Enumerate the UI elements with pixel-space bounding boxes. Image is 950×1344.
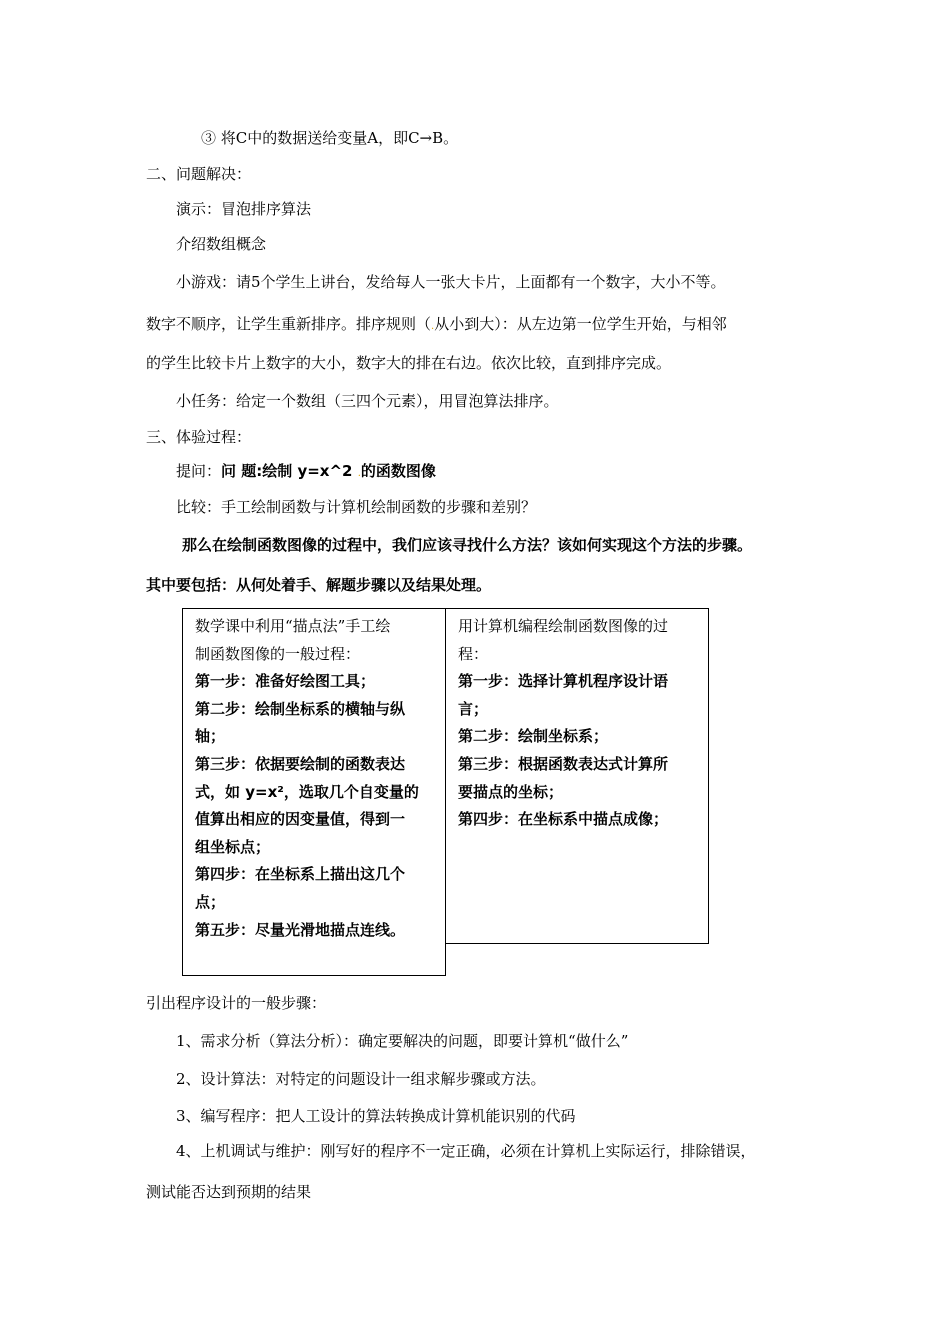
section-2-heading: 二、问题解决：: [146, 165, 252, 183]
line-array-intro: 介绍数组概念: [176, 235, 267, 253]
right-row-5: 第二步：绘制坐标系；: [458, 727, 609, 746]
right-row-6: 第三步：根据函数表达式计算所: [458, 754, 669, 773]
left-row-10: 第四步：在坐标系上描出这几个: [195, 865, 406, 884]
line-c-to-b: ③ 将C中的数据送给变量A，即C→B。: [201, 129, 459, 147]
edit-mark-2: .: [357, 468, 361, 479]
question-label: 提问：: [176, 462, 222, 480]
step-2: 2、设计算法：对特定的问题设计一组求解步骤或方法。: [176, 1070, 546, 1088]
step-4-continued: 测试能否达到预期的结果: [146, 1183, 312, 1201]
line-sort-rule: [146, 314, 727, 337]
step-1: 1、需求分析（算法分析）：确定要解决的问题，即要计算机“做什么”: [176, 1032, 629, 1050]
steps-intro: 引出程序设计的一般步骤：: [146, 994, 327, 1012]
left-row-9: 组坐标点；: [195, 837, 271, 856]
left-row-1: 数学课中利用“描点法”手工绘: [195, 617, 391, 635]
step-4: 4、上机调试与维护：刚写好的程序不一定正确，必须在计算机上实际运行，排除错误，: [176, 1142, 756, 1160]
section-3-heading: 三、体验过程：: [146, 428, 252, 446]
right-row-3: 第一步：选择计算机程序设计语: [458, 672, 669, 691]
line-task: 小任务：给定一个数组（三四个元素），用冒泡算法排序。: [176, 392, 559, 410]
line-game: 小游戏：请5个学生上讲台，发给每人一张大卡片，上面都有一个数字，大小不等。: [176, 273, 726, 291]
left-row-2: 制函数图像的一般过程：: [195, 644, 361, 663]
line-compare: 的学生比较卡片上数字的大小，数字大的排在右边。依次比较，直到排序完成。: [146, 354, 672, 372]
line-question: [176, 461, 436, 484]
line-method-question: 那么在绘制函数图像的过程中，我们应该寻找什么方法？该如何实现这个方法的步骤。: [182, 536, 753, 554]
right-row-1: 用计算机编程绘制函数图像的过: [458, 617, 669, 635]
sort-rule-part2: 从小到大）：从左边第一位学生开始，与相邻: [434, 315, 727, 333]
left-row-11: 点；: [195, 892, 226, 911]
left-row-3: 第一步：准备好绘图工具；: [195, 672, 376, 691]
question-text: 问 题:绘制 y=x^2: [221, 462, 358, 480]
left-row-5: 轴；: [195, 727, 226, 746]
line-comparison: 比较：手工绘制函数与计算机绘制函数的步骤和差别？: [176, 498, 537, 516]
left-row-4: 第二步：绘制坐标系的横轴与纵: [195, 699, 406, 718]
left-row-12: 第五步：尽量光滑地描点连线。: [195, 920, 406, 939]
line-demo: 演示：冒泡排序算法: [176, 200, 312, 218]
computer-plot-box: [445, 608, 709, 944]
left-row-6: 第三步：依据要绘制的函数表达: [195, 754, 406, 773]
sort-rule-part1: 数字不顺序，让学生重新排序。排序规则（: [146, 315, 432, 333]
step-3: 3、编写程序：把人工设计的算法转换成计算机能识别的代码: [176, 1107, 576, 1125]
manual-plot-box: [182, 608, 446, 976]
right-row-4: 言；: [458, 699, 489, 718]
right-row-2: 程：: [458, 644, 489, 663]
right-row-7: 要描点的坐标；: [458, 782, 564, 801]
question-tail: 的函数图像: [360, 462, 436, 480]
right-row-8: 第四步：在坐标系中描点成像；: [458, 810, 669, 829]
edit-mark: .: [431, 321, 435, 332]
left-row-8: 值算出相应的因变量值，得到一: [195, 810, 406, 829]
left-row-7: 式，如 y=x²，选取几个自变量的: [195, 782, 419, 801]
line-includes: 其中要包括：从何处着手、解题步骤以及结果处理。: [146, 576, 492, 594]
